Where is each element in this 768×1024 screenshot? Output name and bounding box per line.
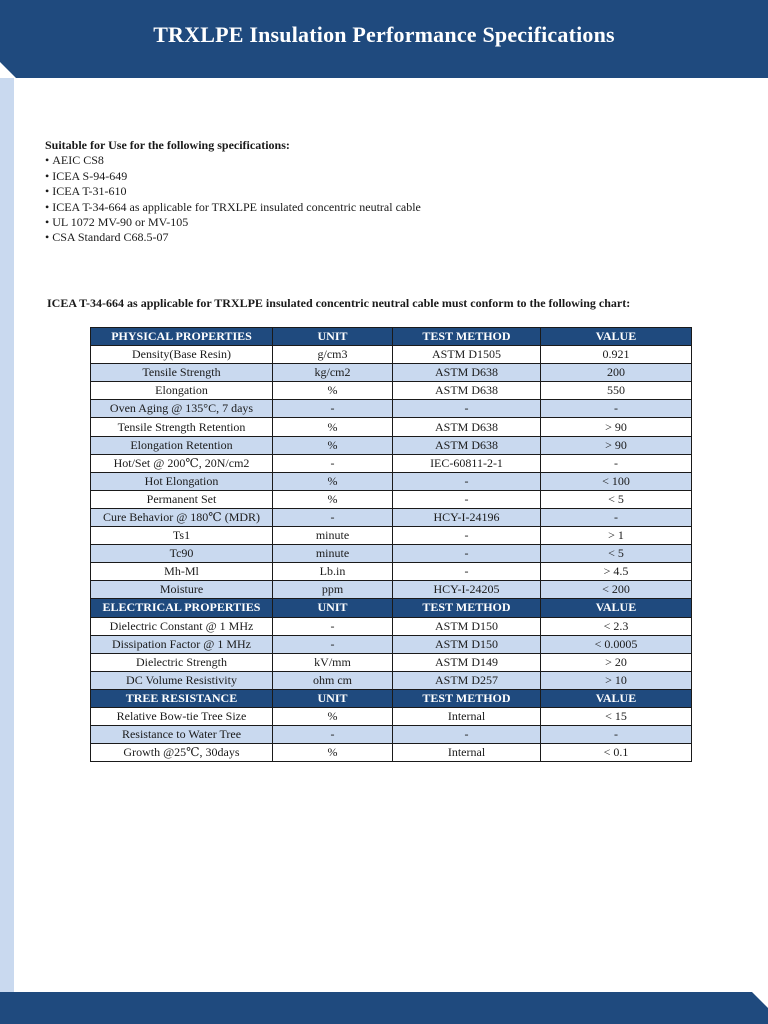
- cell-property: Tc90: [91, 545, 273, 563]
- properties-table-body: [91, 328, 692, 762]
- cell-property: Elongation Retention: [91, 436, 273, 454]
- cell-unit: -: [273, 454, 393, 472]
- cell-unit: %: [273, 418, 393, 436]
- header-cell-value: VALUE: [541, 689, 692, 707]
- cell-test-method: ASTM D150: [393, 617, 541, 635]
- table-row: [91, 454, 692, 472]
- cell-value: -: [541, 400, 692, 418]
- cell-value: < 0.1: [541, 744, 692, 762]
- chart-intro-text: ICEA T-34-664 as applicable for TRXLPE insulated concentric neutral cable must conform to the following chart:: [47, 296, 631, 310]
- cell-property: Dielectric Constant @ 1 MHz: [91, 617, 273, 635]
- cell-test-method: Internal: [393, 744, 541, 762]
- header-cell-test-method: TEST METHOD: [393, 599, 541, 617]
- table-row: [91, 346, 692, 364]
- table-row: [91, 726, 692, 744]
- cell-value: 200: [541, 364, 692, 382]
- table-row: [91, 581, 692, 599]
- cell-test-method: ASTM D638: [393, 418, 541, 436]
- specifications-block: [45, 138, 421, 246]
- cell-unit: -: [273, 617, 393, 635]
- cell-value: 550: [541, 382, 692, 400]
- properties-table: [90, 327, 692, 762]
- header-cell-value: VALUE: [541, 599, 692, 617]
- cell-value: < 5: [541, 545, 692, 563]
- table-row: [91, 400, 692, 418]
- cell-unit: -: [273, 635, 393, 653]
- cell-property: Cure Behavior @ 180℃ (MDR): [91, 508, 273, 526]
- cell-test-method: ASTM D638: [393, 364, 541, 382]
- cell-test-method: -: [393, 400, 541, 418]
- left-accent-stripe: [0, 66, 14, 996]
- cell-property: Elongation: [91, 382, 273, 400]
- cell-test-method: ASTM D1505: [393, 346, 541, 364]
- table-row: [91, 418, 692, 436]
- cell-value: < 2.3: [541, 617, 692, 635]
- cell-test-method: HCY-I-24196: [393, 508, 541, 526]
- cell-property: Relative Bow-tie Tree Size: [91, 707, 273, 725]
- header-cell-value: VALUE: [541, 328, 692, 346]
- table-section-header-row: [91, 599, 692, 617]
- spec-item: • AEIC CS8: [45, 153, 421, 168]
- cell-value: > 90: [541, 418, 692, 436]
- table-row: [91, 545, 692, 563]
- header-cell-unit: UNIT: [273, 328, 393, 346]
- cell-property: Ts1: [91, 527, 273, 545]
- header-cell-property: ELECTRICAL PROPERTIES: [91, 599, 273, 617]
- cell-value: < 15: [541, 707, 692, 725]
- header-cell-unit: UNIT: [273, 599, 393, 617]
- table-row: [91, 707, 692, 725]
- spec-item: • UL 1072 MV-90 or MV-105: [45, 215, 421, 230]
- header-corner-notch: [0, 62, 16, 78]
- table-row: [91, 744, 692, 762]
- cell-unit: %: [273, 436, 393, 454]
- cell-property: Tensile Strength: [91, 364, 273, 382]
- header-cell-unit: UNIT: [273, 689, 393, 707]
- cell-value: > 90: [541, 436, 692, 454]
- spec-item: • CSA Standard C68.5-07: [45, 230, 421, 245]
- cell-unit: %: [273, 490, 393, 508]
- table-row: [91, 563, 692, 581]
- specifications-list: [45, 153, 421, 245]
- cell-test-method: -: [393, 563, 541, 581]
- table-row: [91, 653, 692, 671]
- cell-unit: minute: [273, 527, 393, 545]
- cell-property: Dissipation Factor @ 1 MHz: [91, 635, 273, 653]
- table-row: [91, 382, 692, 400]
- spec-item: • ICEA T-31-610: [45, 184, 421, 199]
- cell-unit: minute: [273, 545, 393, 563]
- cell-value: > 4.5: [541, 563, 692, 581]
- cell-test-method: HCY-I-24205: [393, 581, 541, 599]
- cell-test-method: -: [393, 726, 541, 744]
- cell-unit: kV/mm: [273, 653, 393, 671]
- header-cell-test-method: TEST METHOD: [393, 689, 541, 707]
- cell-property: Resistance to Water Tree: [91, 726, 273, 744]
- cell-property: Growth @25℃, 30days: [91, 744, 273, 762]
- cell-value: > 10: [541, 671, 692, 689]
- table-row: [91, 527, 692, 545]
- cell-property: Hot/Set @ 200℃, 20N/cm2: [91, 454, 273, 472]
- header-cell-property: PHYSICAL PROPERTIES: [91, 328, 273, 346]
- cell-test-method: ASTM D638: [393, 436, 541, 454]
- spec-item: • ICEA T-34-664 as applicable for TRXLPE insulated concentric neutral cable: [45, 200, 421, 215]
- cell-unit: Lb.in: [273, 563, 393, 581]
- cell-property: Moisture: [91, 581, 273, 599]
- cell-value: < 0.0005: [541, 635, 692, 653]
- footer-corner-notch: [752, 992, 768, 1008]
- cell-unit: -: [273, 400, 393, 418]
- cell-value: > 20: [541, 653, 692, 671]
- cell-value: -: [541, 508, 692, 526]
- footer-bar: [0, 992, 768, 1024]
- cell-value: -: [541, 454, 692, 472]
- cell-unit: %: [273, 707, 393, 725]
- cell-test-method: -: [393, 472, 541, 490]
- table-section-header-row: [91, 689, 692, 707]
- spec-item: • ICEA S-94-649: [45, 169, 421, 184]
- header-cell-test-method: TEST METHOD: [393, 328, 541, 346]
- table-row: [91, 671, 692, 689]
- header-cell-property: TREE RESISTANCE: [91, 689, 273, 707]
- cell-test-method: Internal: [393, 707, 541, 725]
- specifications-heading: Suitable for Use for the following specifications:: [45, 138, 290, 152]
- cell-test-method: IEC-60811-2-1: [393, 454, 541, 472]
- table-row: [91, 635, 692, 653]
- table-row: [91, 364, 692, 382]
- cell-unit: kg/cm2: [273, 364, 393, 382]
- cell-test-method: ASTM D149: [393, 653, 541, 671]
- cell-value: < 200: [541, 581, 692, 599]
- table-row: [91, 508, 692, 526]
- cell-value: < 100: [541, 472, 692, 490]
- cell-unit: ohm cm: [273, 671, 393, 689]
- table-row: [91, 617, 692, 635]
- cell-test-method: -: [393, 490, 541, 508]
- cell-unit: %: [273, 382, 393, 400]
- cell-test-method: -: [393, 527, 541, 545]
- table-row: [91, 472, 692, 490]
- cell-property: DC Volume Resistivity: [91, 671, 273, 689]
- cell-test-method: ASTM D257: [393, 671, 541, 689]
- table-section-header-row: [91, 328, 692, 346]
- page-title: TRXLPE Insulation Performance Specifications: [153, 22, 615, 47]
- cell-value: < 5: [541, 490, 692, 508]
- cell-unit: -: [273, 508, 393, 526]
- cell-property: Tensile Strength Retention: [91, 418, 273, 436]
- cell-unit: -: [273, 726, 393, 744]
- cell-property: Mh-Ml: [91, 563, 273, 581]
- cell-property: Oven Aging @ 135°C, 7 days: [91, 400, 273, 418]
- cell-property: Density(Base Resin): [91, 346, 273, 364]
- cell-test-method: -: [393, 545, 541, 563]
- table-row: [91, 490, 692, 508]
- cell-test-method: ASTM D638: [393, 382, 541, 400]
- cell-unit: %: [273, 744, 393, 762]
- cell-value: -: [541, 726, 692, 744]
- table-row: [91, 436, 692, 454]
- cell-value: 0.921: [541, 346, 692, 364]
- cell-property: Permanent Set: [91, 490, 273, 508]
- cell-unit: g/cm3: [273, 346, 393, 364]
- cell-property: Dielectric Strength: [91, 653, 273, 671]
- cell-unit: %: [273, 472, 393, 490]
- cell-value: > 1: [541, 527, 692, 545]
- cell-property: Hot Elongation: [91, 472, 273, 490]
- cell-test-method: ASTM D150: [393, 635, 541, 653]
- cell-unit: ppm: [273, 581, 393, 599]
